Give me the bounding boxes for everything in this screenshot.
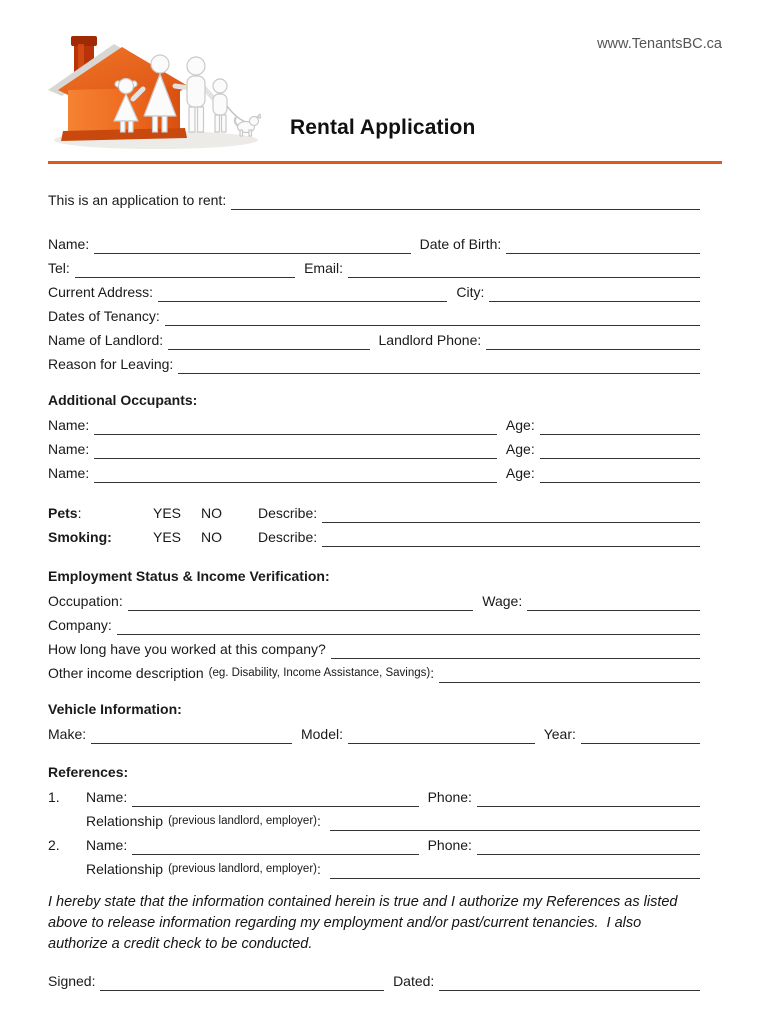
occupant-2-age-field[interactable]	[540, 456, 700, 459]
employment-duration-row	[48, 636, 700, 660]
dob-label: Date of Birth:	[419, 236, 502, 252]
dated-field[interactable]	[439, 988, 700, 991]
reason-for-leaving-row	[48, 351, 700, 375]
occupant-row	[48, 436, 700, 460]
house-family-dog-logo-icon	[48, 26, 266, 156]
tel-email-row	[48, 255, 700, 279]
email-label: Email:	[304, 260, 343, 276]
pets-describe-field[interactable]	[322, 520, 700, 523]
other-income-row	[48, 660, 700, 684]
model-label: Model:	[300, 726, 343, 742]
occupant-age-label: Age:	[505, 417, 535, 433]
occupant-row	[48, 412, 700, 436]
reason-for-leaving-label: Reason for Leaving:	[48, 356, 174, 372]
wage-field[interactable]	[527, 608, 700, 611]
name-of-landlord-label: Name of Landlord:	[48, 332, 164, 348]
reference-1-relationship-row	[48, 808, 700, 832]
occupant-row	[48, 460, 700, 484]
man-figure-icon	[187, 57, 205, 132]
other-income-colon: :	[430, 665, 435, 681]
dated-label: Dated:	[393, 973, 435, 989]
landlord-row	[48, 327, 700, 351]
make-field[interactable]	[91, 741, 292, 744]
city-label: City:	[456, 284, 485, 300]
reference-name-label: Name:	[86, 837, 128, 853]
city-field[interactable]	[489, 299, 700, 302]
pets-label-text: Pets	[48, 505, 78, 521]
website-url: www.TenantsBC.ca	[597, 36, 722, 52]
dates-of-tenancy-label: Dates of Tenancy:	[48, 308, 160, 324]
references-heading: References:	[48, 764, 129, 780]
reference-2-relationship-row	[48, 856, 700, 880]
occupant-age-label: Age:	[505, 465, 535, 481]
reference-phone-label: Phone:	[427, 789, 472, 805]
header	[48, 0, 722, 161]
vehicle-heading: Vehicle Information:	[48, 701, 182, 717]
reference-2-name-field[interactable]	[132, 852, 418, 855]
pets-yes-option[interactable]: YES	[153, 505, 182, 521]
landlord-phone-field[interactable]	[486, 347, 700, 350]
occupant-name-label: Name:	[48, 465, 90, 481]
other-income-field[interactable]	[439, 680, 700, 683]
additional-occupants-heading: Additional Occupants:	[48, 392, 198, 408]
vehicle-row	[48, 721, 700, 745]
other-income-note: (eg. Disability, Income Assistance, Savings)	[208, 667, 431, 679]
wage-label: Wage:	[482, 593, 523, 609]
current-address-field[interactable]	[158, 299, 447, 302]
name-field[interactable]	[94, 251, 410, 254]
other-income-label: Other income description	[48, 665, 204, 681]
reference-2-number: 2.	[48, 837, 60, 853]
employment-duration-field[interactable]	[331, 656, 700, 659]
year-field[interactable]	[581, 741, 700, 744]
name-dob-row	[48, 231, 700, 255]
address-city-row	[48, 279, 700, 303]
landlord-phone-label: Landlord Phone:	[378, 332, 482, 348]
make-label: Make:	[48, 726, 87, 742]
smoking-label: Smoking:	[48, 529, 112, 545]
application-to-rent-row	[48, 187, 700, 211]
signed-label: Signed:	[48, 973, 96, 989]
relationship-label: Relationship	[86, 861, 164, 877]
pets-describe-label: Describe:	[258, 505, 318, 521]
occupant-1-age-field[interactable]	[540, 432, 700, 435]
reference-1-phone-field[interactable]	[477, 804, 700, 807]
smoking-row	[48, 524, 700, 548]
smoking-describe-field[interactable]	[322, 544, 700, 547]
company-label: Company:	[48, 617, 112, 633]
email-field[interactable]	[348, 275, 700, 278]
declaration-text: I hereby state that the information contained herein is true and I authorize my References as listed above to release information regarding my employment and/or past/current tenancies. I also authorize a credit check to be conducted.	[48, 894, 682, 952]
landlord-name-field[interactable]	[168, 347, 369, 350]
application-to-rent-label: This is an application to rent:	[48, 192, 227, 208]
relationship-colon: :	[317, 813, 321, 829]
tel-field[interactable]	[75, 275, 295, 278]
occupant-3-name-field[interactable]	[94, 480, 497, 483]
occupant-age-label: Age:	[505, 441, 535, 457]
pets-label	[48, 502, 153, 524]
current-address-label: Current Address:	[48, 284, 154, 300]
dob-field[interactable]	[506, 251, 700, 254]
reference-1-relationship-field[interactable]	[330, 828, 700, 831]
relationship-note: (previous landlord, employer)	[168, 815, 317, 827]
tel-label: Tel:	[48, 260, 70, 276]
reference-1-name-field[interactable]	[132, 804, 418, 807]
pets-no-option[interactable]: NO	[201, 505, 222, 521]
year-label: Year:	[543, 726, 576, 742]
reason-for-leaving-field[interactable]	[178, 371, 700, 374]
dates-of-tenancy-row	[48, 303, 700, 327]
reference-name-label: Name:	[86, 789, 128, 805]
reference-1-number: 1.	[48, 789, 60, 805]
smoking-describe-label: Describe:	[258, 529, 318, 545]
occupant-2-name-field[interactable]	[94, 456, 497, 459]
signature-row	[48, 968, 700, 992]
reference-2-phone-field[interactable]	[477, 852, 700, 855]
signed-field[interactable]	[100, 988, 384, 991]
relationship-colon: :	[317, 861, 321, 877]
smoking-yes-option[interactable]: YES	[153, 529, 182, 545]
reference-1-row	[48, 784, 700, 808]
occupation-wage-row	[48, 588, 700, 612]
tenantsbc-logo	[48, 26, 266, 156]
occupant-1-name-field[interactable]	[94, 432, 497, 435]
relationship-note: (previous landlord, employer)	[168, 863, 317, 875]
page-title: Rental Application	[290, 116, 476, 139]
name-label: Name:	[48, 236, 90, 252]
pets-row	[48, 500, 700, 524]
occupant-name-label: Name:	[48, 441, 90, 457]
occupant-name-label: Name:	[48, 417, 90, 433]
orange-divider	[48, 161, 722, 164]
company-row	[48, 612, 700, 636]
dog-icon	[227, 106, 261, 136]
reference-2-relationship-field[interactable]	[330, 876, 700, 879]
relationship-label: Relationship	[86, 813, 164, 829]
occupation-field[interactable]	[128, 608, 474, 611]
pets-colon: :	[77, 505, 82, 521]
occupation-label: Occupation:	[48, 593, 123, 609]
model-field[interactable]	[348, 741, 535, 744]
employment-heading: Employment Status & Income Verification:	[48, 568, 330, 584]
reference-phone-label: Phone:	[427, 837, 472, 853]
boy-figure-icon	[213, 79, 227, 132]
reference-2-row	[48, 832, 700, 856]
employment-duration-label: How long have you worked at this company?	[48, 641, 326, 657]
smoking-no-option[interactable]: NO	[201, 529, 222, 545]
dates-of-tenancy-field[interactable]	[165, 323, 700, 326]
occupant-3-age-field[interactable]	[540, 480, 700, 483]
company-field[interactable]	[117, 632, 700, 635]
application-to-rent-field[interactable]	[231, 207, 700, 210]
